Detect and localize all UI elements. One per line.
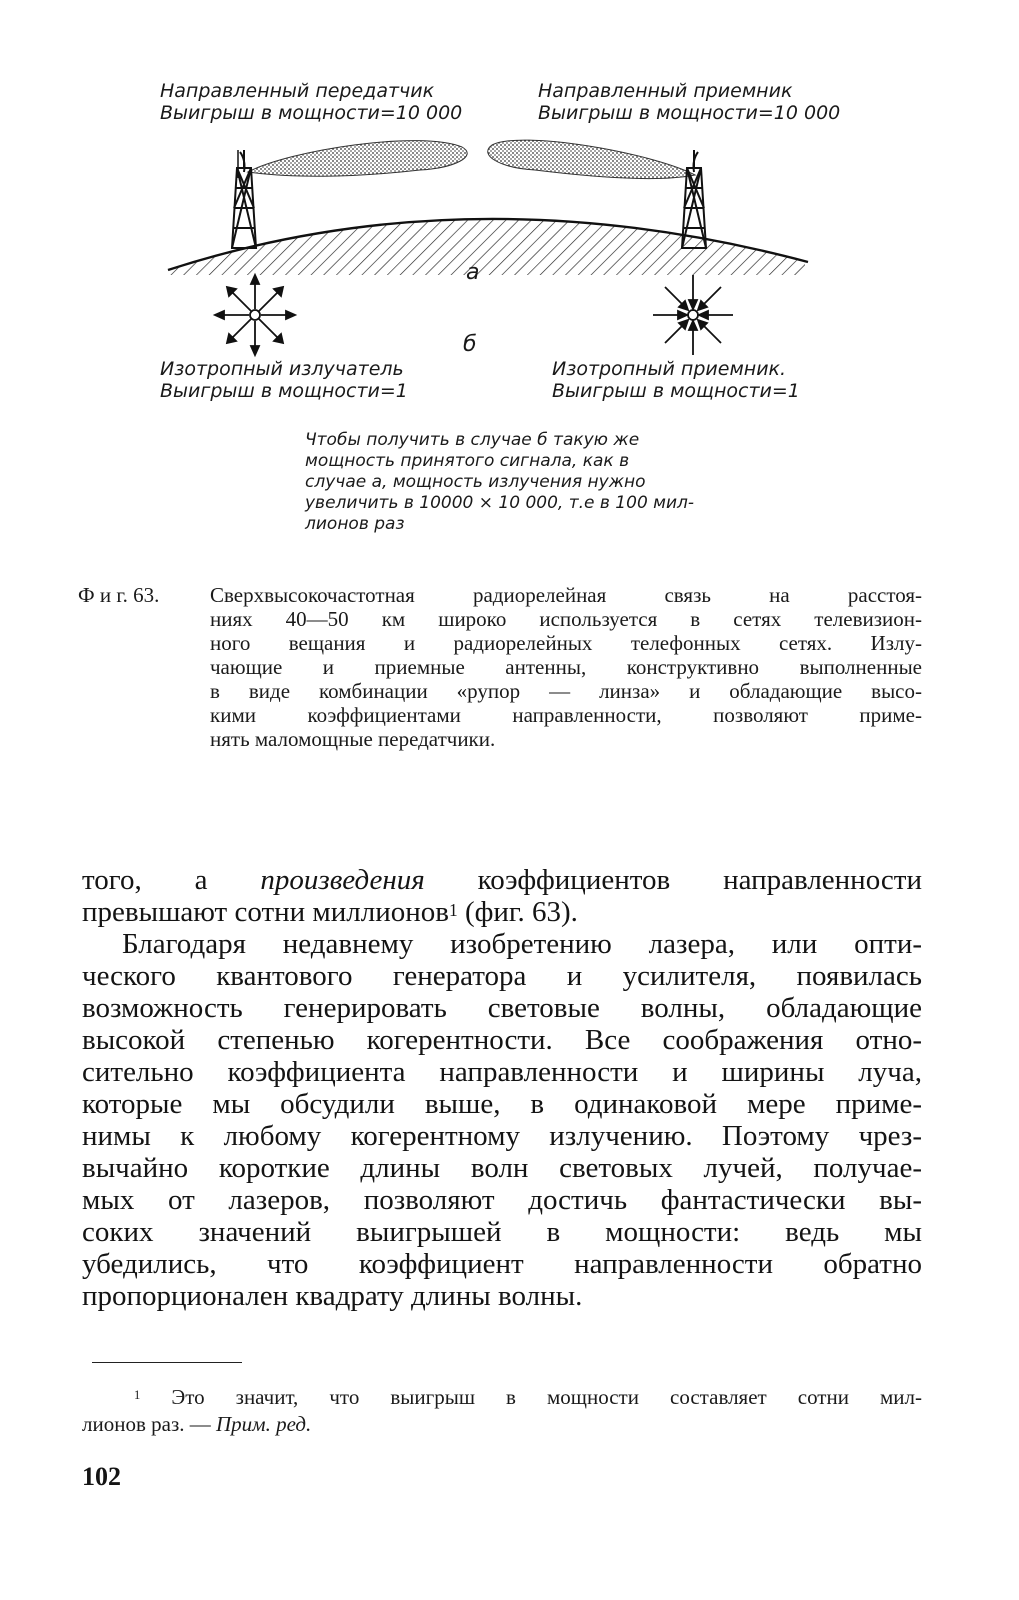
isotropic-emitter-icon	[212, 272, 298, 358]
receiver-label: Направленный приемник Выигрыш в мощности=10 000	[538, 80, 841, 124]
isotropic-receiver-label: Изотропный приемник. Выигрыш в мощности=1	[552, 358, 800, 402]
footnote-ref[interactable]: 1	[448, 900, 458, 920]
figure-letter-b: б	[463, 332, 477, 357]
figure-caption-prefix: Ф и г. 63.	[78, 583, 160, 607]
footnote-rule	[92, 1362, 242, 1363]
transmitter-beam	[248, 141, 467, 177]
isotropic-receiver-icon	[650, 272, 736, 358]
body-line: превышают сотни миллионов$^1$ (фиг. 63).	[82, 896, 578, 928]
receiver-beam	[488, 140, 695, 179]
receiver-tower	[682, 150, 706, 248]
body-line: того, а произведения коэффициентов направленности	[82, 864, 922, 896]
footnote: $^1$ Это значит, что выигрыш в мощности составляет сотни мил- лионов раз. — Прим. ред.	[82, 1385, 922, 1436]
body-text: того, а произведения коэффициентов направленности превышают сотни миллионов$^1$ (фиг. 63). Благодаря недавнему изобретению лазера, или опти- ческого квантового генератора и усилителя, появилась возможность генерировать световые волны, обладающие высокой степенью когерентности. Все соображения отно- сительно коэффициента направленности и ширины луча, которые мы обсудили выше, в одинаковой мере приме- нимы к любому когерентному излучению. Поэтому чрез- вычайно короткие длины волн световых лучей, получае- мых от лазеров, позволяют достичь фантастически вы- соких значений выигрышей в мощности: ведь мы убедились, что коэффициент направленности обратно пропорционален квадрату длины волны.	[82, 864, 922, 1312]
figure-note: Чтобы получить в случае б такую же мощность принятого сигнала, как в случае а, мощность излучения нужно увеличить в 10000 × 10 000, т.е в 100 мил- лионов раз	[305, 430, 695, 534]
isotropic-emitter-label: Изотропный излучатель Выигрыш в мощности=1	[160, 358, 408, 402]
page-number: 102	[82, 1462, 121, 1491]
transmitter-label: Направленный передатчик Выигрыш в мощности=10 000	[160, 80, 463, 124]
earth-surface	[165, 160, 815, 280]
transmitter-tower	[232, 150, 256, 248]
figure-caption: Сверхвысокочастотная радиорелейная связь на расстоя- ниях 40—50 км широко используется в сетях телевизион- ного вещания и радиорелейных телефонных сетях. Излу- чающие и приемные антенны, конструктивно выполненные в виде комбинации «рупор — линза» и обладающие высо- кими коэффициентами направленности, позволяют приме- нять маломощные передатчики.	[210, 583, 922, 751]
figure-letter-a: а	[466, 260, 480, 285]
